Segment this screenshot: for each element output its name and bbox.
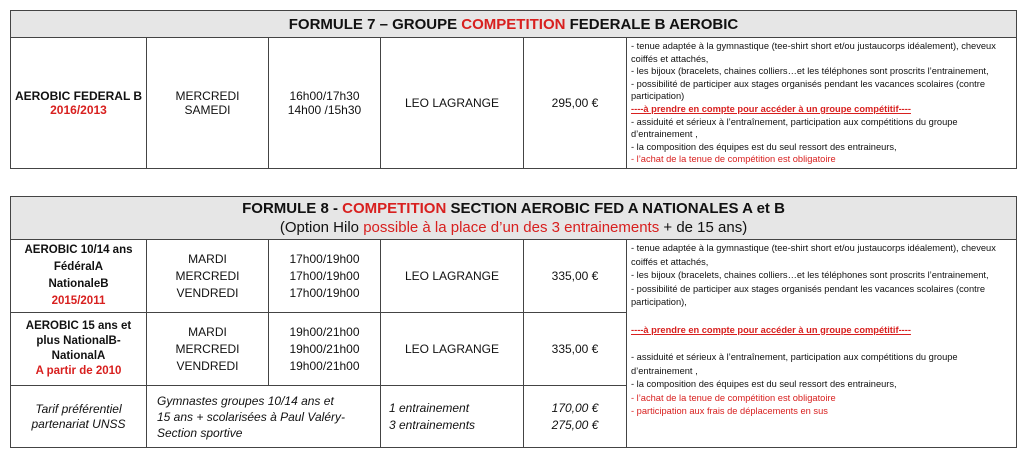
note-red: - participation aux frais de déplacements en sus xyxy=(631,406,828,416)
note-red: - l’achat de la tenue de compétition est obligatoire xyxy=(631,392,836,403)
day: MERCREDI xyxy=(175,268,240,283)
tarif-label: Tarif préférentiel xyxy=(35,401,122,416)
hour: 14h00 /15h30 xyxy=(287,102,362,117)
tarif-price: 170,00 € xyxy=(551,400,599,415)
session: 1 entrainement xyxy=(389,400,470,415)
group-years: A partir de 2010 xyxy=(35,365,122,377)
group-name: AEROBIC 15 ans et xyxy=(25,320,132,332)
day: MERCREDI xyxy=(175,341,240,356)
subtitle-text: + de 15 ans) xyxy=(659,219,748,236)
title-highlight: COMPETITION xyxy=(342,200,447,217)
sessions-cell xyxy=(381,386,524,448)
notes-cell xyxy=(627,38,1017,169)
group-cell xyxy=(11,240,147,313)
hours-cell xyxy=(269,313,381,386)
formule-8-title xyxy=(11,197,1017,240)
place-cell: LEO LAGRANGE xyxy=(381,38,524,169)
hour: 17h00/19h00 xyxy=(289,268,360,283)
group-name: FédéralA xyxy=(53,261,104,273)
note: - la composition des équipes est du seul ressort des entraineurs, xyxy=(631,141,897,152)
formule-7-title xyxy=(11,11,1017,38)
day: MARDI xyxy=(188,251,227,266)
group-name: NationalA xyxy=(51,350,106,362)
day: MERCREDI xyxy=(175,88,240,103)
tarif-price: 275,00 € xyxy=(551,417,599,432)
days-cell xyxy=(147,38,269,169)
price-cell: 295,00 € xyxy=(524,38,627,169)
subtitle-highlight: possible à la place d’un des 3 entrainements xyxy=(363,219,660,236)
formule-7-table xyxy=(10,10,1017,169)
days-cell xyxy=(147,313,269,386)
day: MARDI xyxy=(188,324,227,339)
hour: 16h00/17h30 xyxy=(289,88,360,103)
title-text: SECTION AEROBIC FED A NATIONALES A et B xyxy=(446,200,785,217)
notes-cell xyxy=(627,240,1017,448)
hour: 19h00/21h00 xyxy=(289,324,360,339)
tarif-cell xyxy=(11,386,147,448)
day: VENDREDI xyxy=(176,358,239,373)
group-name: AEROBIC 10/14 ans xyxy=(24,244,133,256)
tarif-desc: 15 ans + scolarisées à Paul Valéry- xyxy=(157,409,345,424)
group-name: NationaleB xyxy=(48,278,109,290)
title-text: FORMULE 8 - xyxy=(242,200,343,217)
hour: 19h00/21h00 xyxy=(289,341,360,356)
tarif-label: partenariat UNSS xyxy=(31,416,126,431)
note: - les bijoux (bracelets, chaines colliers…et les téléphones sont proscrits l’entrainement, xyxy=(631,66,989,77)
days-cell xyxy=(147,240,269,313)
formule-8-table xyxy=(10,196,1017,448)
group-years: 2015/2011 xyxy=(51,295,106,307)
group-name: plus NationalB- xyxy=(36,335,121,347)
tarif-desc: Section sportive xyxy=(157,425,243,440)
title-text: FORMULE 7 – GROUPE xyxy=(288,15,462,33)
note: - les bijoux (bracelets, chaines colliers…et les téléphones sont proscrits l’entrainement, xyxy=(631,270,989,280)
note: - assiduité et sérieux à l’entraînement, participation aux compétitions du groupe d’entrainement , xyxy=(631,116,958,140)
title-text: FEDERALE B AEROBIC xyxy=(565,15,739,33)
price-cell: 335,00 € xyxy=(524,313,627,386)
note: - assiduité et sérieux à l’entraînement, participation aux compétitions du groupe d’entrainement , xyxy=(631,352,958,376)
note-highlight: ----à prendre en compte pour accéder à un groupe compétitif---- xyxy=(631,324,911,335)
tarif-desc: Gymnastes groupes 10/14 ans et xyxy=(157,393,334,408)
day: VENDREDI xyxy=(176,285,239,300)
tarif-price-cell xyxy=(524,386,627,448)
hours-cell xyxy=(269,240,381,313)
hour: 17h00/19h00 xyxy=(289,285,360,300)
group-cell xyxy=(11,38,147,169)
tarif-desc-cell xyxy=(147,386,381,448)
hour: 17h00/19h00 xyxy=(289,251,360,266)
hour: 19h00/21h00 xyxy=(289,358,360,373)
note: - tenue adaptée à la gymnastique (tee-shirt short et/ou justaucorps idéalement), cheveux coiffés et attachés, xyxy=(631,243,996,267)
group-name: AEROBIC FEDERAL B xyxy=(14,88,143,103)
note: - tenue adaptée à la gymnastique (tee-shirt short et/ou justaucorps idéalement), cheveux coiffés et attachés, xyxy=(631,41,996,64)
note: - possibilité de participer aux stages organisés pendant les vacances scolaires (contre participation), xyxy=(631,283,985,307)
note: - possibilité de participer aux stages organisés pendant les vacances scolaires (contre participation) xyxy=(631,78,985,102)
place-cell: LEO LAGRANGE xyxy=(381,240,524,313)
note-highlight: ----à prendre en compte pour accéder à un groupe compétitif---- xyxy=(631,103,911,114)
title-highlight: COMPETITION xyxy=(461,15,566,33)
subtitle-text: (Option Hilo xyxy=(279,219,364,236)
group-cell xyxy=(11,313,147,386)
price-cell: 335,00 € xyxy=(524,240,627,313)
note-red: - l’achat de la tenue de compétition est obligatoire xyxy=(631,154,836,165)
group-years: 2016/2013 xyxy=(50,102,107,117)
note: - la composition des équipes est du seul ressort des entraineurs, xyxy=(631,379,897,389)
place-cell: LEO LAGRANGE xyxy=(381,313,524,386)
session: 3 entrainements xyxy=(389,417,476,432)
hours-cell xyxy=(269,38,381,169)
day: SAMEDI xyxy=(184,102,231,117)
